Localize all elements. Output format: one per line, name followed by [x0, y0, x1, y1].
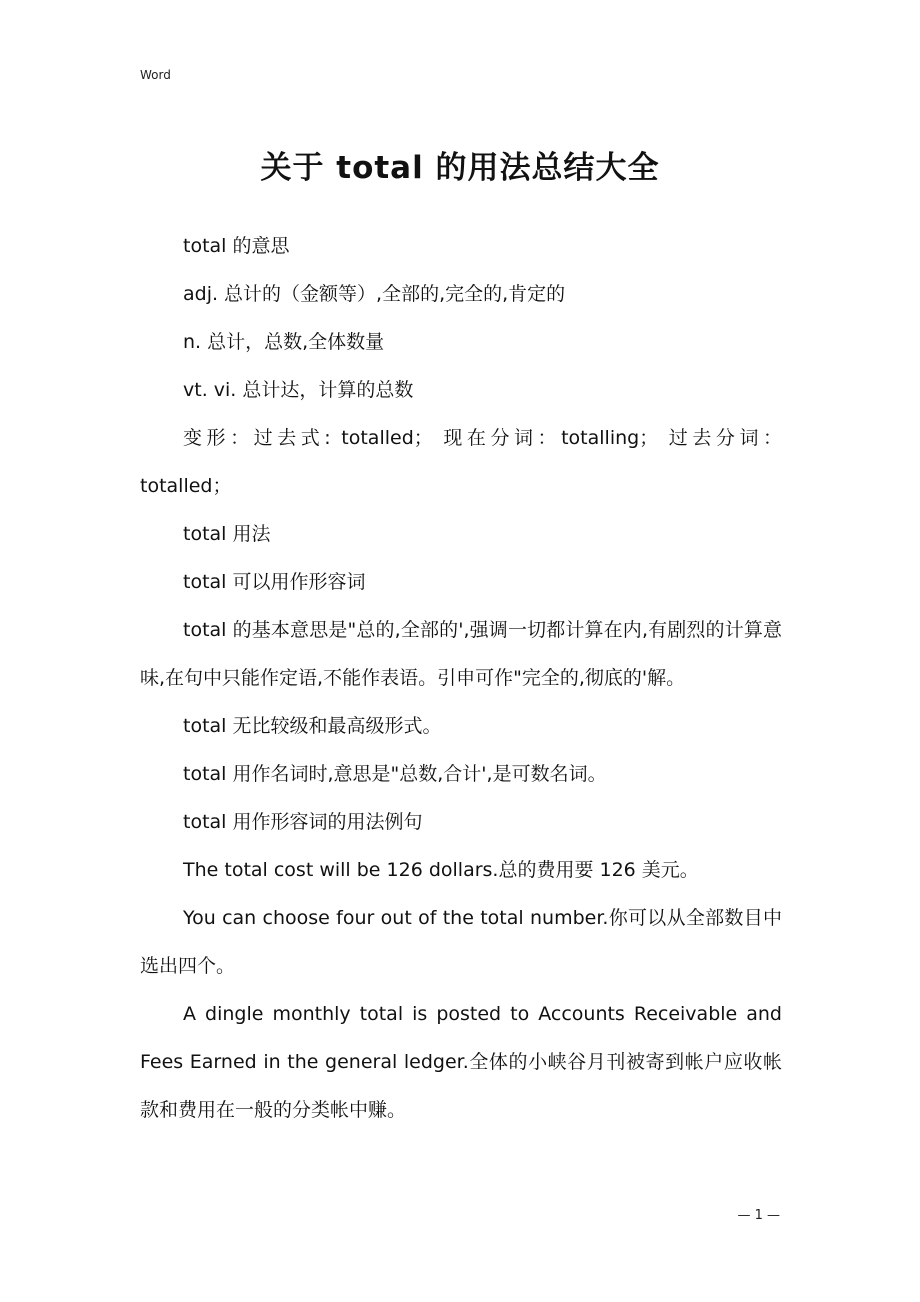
paragraph: total 用作形容词的用法例句: [183, 811, 423, 833]
header-label: Word: [140, 68, 171, 82]
paragraph: total 的基本意思是"总的,全部的',强调一切都计算在内,有剧烈的计算意味,在句中只能作定语,不能作表语。引申可作"完全的,彻底的'解。: [140, 619, 782, 689]
page-number: — 1 —: [737, 1208, 780, 1223]
paragraph: vt. vi. 总计达，计算的总数: [183, 379, 414, 401]
paragraph: A dingle monthly total is posted to Accounts Receivable and Fees Earned in the general ledger.全体的小峡谷月刊被寄到帐户应收帐款和费用在一般的分类帐中赚。: [140, 1003, 782, 1121]
paragraph: 变形：过去式: totalled； 现在分词：totalling； 过去分词：totalled；: [140, 427, 782, 497]
paragraph: n. 总计，总数,全体数量: [183, 331, 385, 353]
paragraph: The total cost will be 126 dollars.总的费用要 126 美元。: [183, 859, 699, 881]
paragraph: You can choose four out of the total number.你可以从全部数目中选出四个。: [140, 907, 782, 977]
paragraph: total 用法: [183, 523, 271, 545]
paragraph: total 可以用作形容词: [183, 571, 366, 593]
document-body: [140, 222, 782, 1134]
document-title: 关于 total 的用法总结大全: [260, 150, 660, 186]
paragraph: adj. 总计的（金额等）,全部的,完全的,肯定的: [183, 283, 566, 305]
paragraph: total 无比较级和最高级形式。: [183, 715, 442, 737]
paragraph: total 的意思: [183, 235, 290, 257]
paragraph: total 用作名词时,意思是"总数,合计',是可数名词。: [183, 763, 607, 785]
